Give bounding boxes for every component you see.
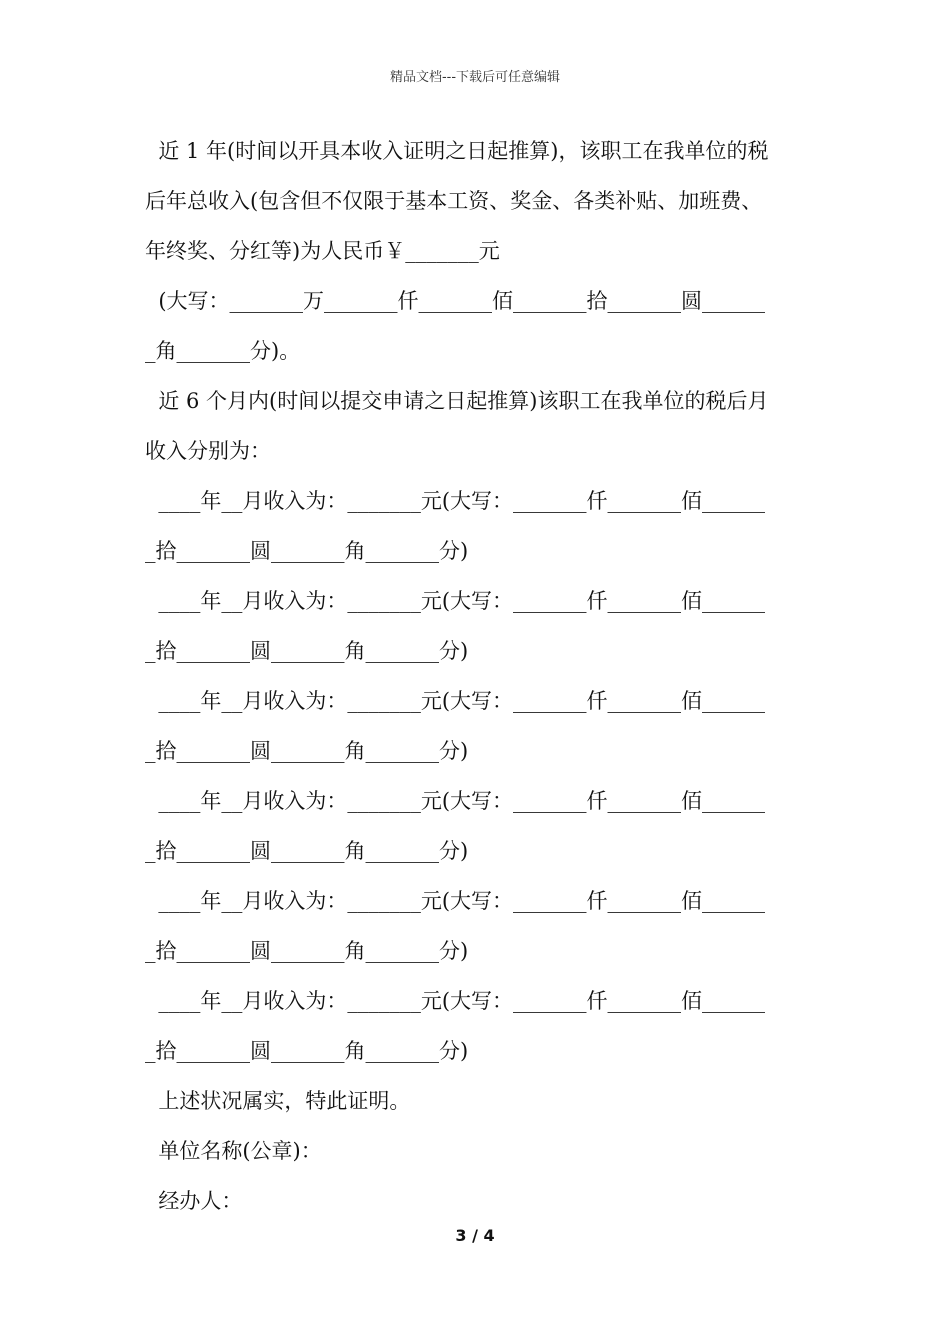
text-line: _拾_______圆_______角_______分) (145, 939, 469, 963)
text-line: ____年__月收入为：_______元(大写：_______仟_______佰______ (145, 989, 766, 1013)
text-line: ____年__月收入为：_______元(大写：_______仟_______佰______ (145, 789, 766, 813)
text-line: _拾_______圆_______角_______分) (145, 539, 469, 563)
text-line: (大写：_______万_______仟_______佰_______拾_______圆______ (145, 289, 766, 313)
text-line: 收入分别为： (145, 439, 271, 463)
text-line: 单位名称(公章)： (145, 1139, 322, 1163)
text-line: 近 1 年(时间以开具本收入证明之日起推算)，该职工在我单位的税 (145, 139, 769, 163)
text-line: _角_______分)。 (145, 339, 301, 363)
text-line: ____年__月收入为：_______元(大写：_______仟_______佰______ (145, 889, 766, 913)
text-line: ____年__月收入为：_______元(大写：_______仟_______佰______ (145, 589, 766, 613)
text-line: 后年总收入(包含但不仅限于基本工资、奖金、各类补贴、加班费、 (145, 189, 763, 213)
text-line: 上述状况属实，特此证明。 (145, 1089, 411, 1113)
document-body (145, 126, 810, 1226)
text-line: _拾_______圆_______角_______分) (145, 739, 469, 763)
text-line: _拾_______圆_______角_______分) (145, 1039, 469, 1063)
text-line: 经办人： (145, 1189, 243, 1213)
text-line: _拾_______圆_______角_______分) (145, 839, 469, 863)
page-number: 3 / 4 (455, 1226, 495, 1245)
text-line: ____年__月收入为：_______元(大写：_______仟_______佰______ (145, 489, 766, 513)
page-header: 精品文档---下载后可任意编辑 (389, 70, 561, 85)
text-line: 近 6 个月内(时间以提交申请之日起推算)该职工在我单位的税后月 (145, 389, 769, 413)
text-line: ____年__月收入为：_______元(大写：_______仟_______佰______ (145, 689, 766, 713)
text-line: 年终奖、分红等)为人民币￥_______元 (145, 239, 500, 263)
text-line: _拾_______圆_______角_______分) (145, 639, 469, 663)
